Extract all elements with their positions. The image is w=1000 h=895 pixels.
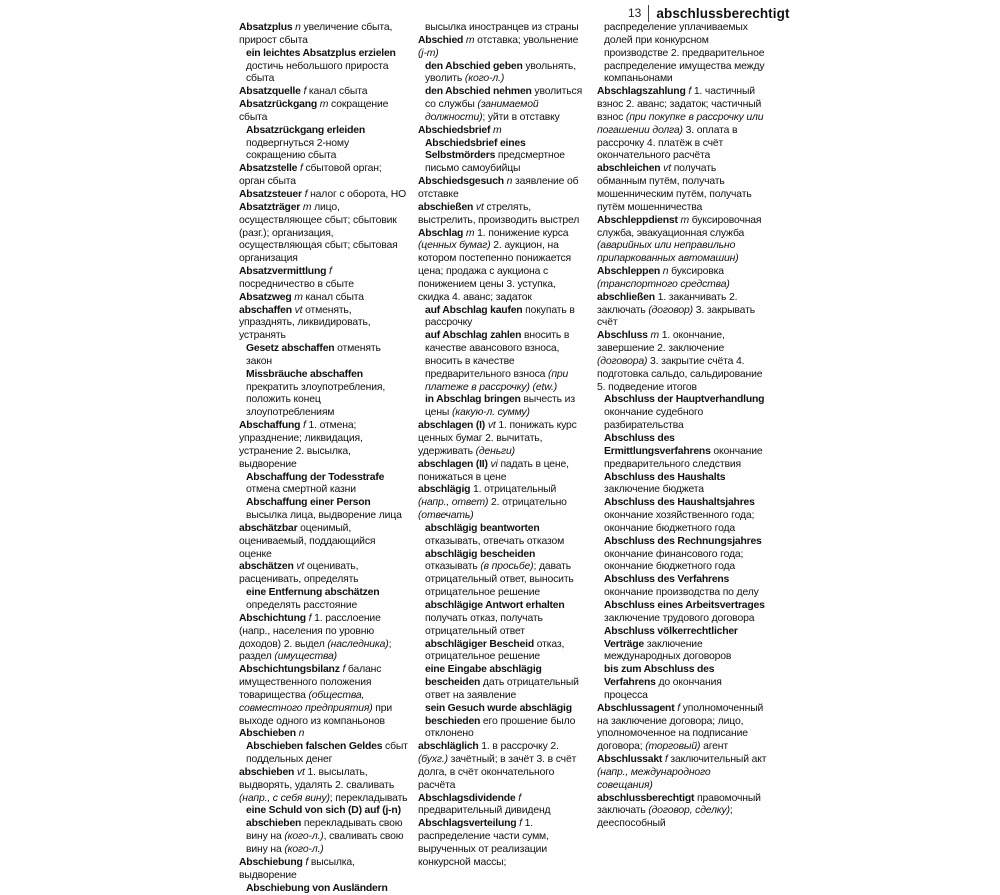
dictionary-entry: [597, 703, 767, 754]
usage-note: (ценных бумаг): [418, 240, 491, 252]
definition: заключительный акт: [667, 754, 767, 766]
definition: 2. аукцион, на котором постепенно понижается цена; продажа с аукциона с понижением цены 3. уступка, скидка 4. аванс; задаток: [418, 240, 572, 303]
dictionary-entry: [239, 728, 409, 741]
usage-note: (наследника): [324, 638, 389, 650]
headword: Abschaffung einer Person: [246, 497, 371, 509]
dictionary-entry: [239, 202, 409, 266]
headword: Abschluss eines Arbeitsvertrages: [604, 599, 765, 611]
definition: 2. отрицательно: [488, 497, 567, 509]
usage-note: (кого-л.): [462, 73, 505, 85]
usage-note: (договор, сделку): [645, 805, 730, 817]
sub-entry: [418, 330, 588, 394]
headword: Abschlagszahlung: [597, 86, 686, 98]
sub-entry: [597, 664, 767, 703]
headword: bis zum Abschluss des Verfahrens: [604, 664, 715, 689]
headword: Missbräuche abschaffen: [246, 368, 363, 380]
dictionary-entry: [239, 22, 409, 48]
dictionary-entry: [239, 561, 409, 587]
grammar-label: f: [662, 754, 668, 766]
headword: Absatzweg: [239, 291, 292, 303]
sub-entry: [597, 394, 767, 433]
dictionary-entry: [418, 420, 588, 459]
definition: предварительный дивиденд: [418, 805, 551, 817]
grammar-label: vt: [473, 201, 484, 213]
grammar-label: f: [685, 86, 692, 98]
definition: заключение трудового договора: [604, 612, 755, 624]
headword: Absatzvermittlung: [239, 266, 327, 278]
grammar-label: f: [300, 86, 307, 98]
dictionary-entry: [418, 125, 588, 138]
usage-note: (напр., ответ): [418, 497, 489, 509]
dictionary-entry: [597, 86, 767, 163]
headword: Abschluss des Rechnungsjahres: [604, 535, 762, 547]
grammar-label: n: [292, 22, 301, 33]
definition: отменять закон: [246, 343, 381, 367]
definition: 3. оплата в рассрочку 4. платёж в счёт окончательного расчёта: [597, 124, 738, 162]
sub-entry: [418, 61, 588, 87]
dictionary-entry: [239, 163, 409, 189]
grammar-label: vt: [291, 304, 303, 316]
definition: зачётный; в зачёт 3. в счёт долга, в счёт окончательного расчёта: [418, 754, 577, 791]
usage-note: (торговый): [642, 741, 701, 753]
headword: abschlägige Antwort erhalten: [425, 599, 565, 611]
headword: Abschaffung der Todesstrafe: [246, 471, 385, 483]
dictionary-entry: [418, 459, 588, 485]
headword: den Abschied nehmen: [425, 86, 532, 98]
sub-entry: [239, 343, 409, 369]
dictionary-entry: [597, 754, 767, 793]
dictionary-entry: [418, 35, 588, 61]
sub-entry: [597, 536, 767, 575]
grammar-label: vt: [294, 766, 305, 778]
grammar-label: f: [305, 612, 312, 624]
sub-entry: [418, 703, 588, 742]
sub-entry: [239, 48, 409, 87]
headword: Abschluss des Verfahrens: [604, 574, 730, 586]
definition: буксировка: [668, 266, 724, 278]
dictionary-entry: [239, 664, 409, 728]
definition: отказывать: [425, 561, 478, 573]
dictionary-entry: [239, 767, 409, 806]
definition: 1. в рассрочку 2.: [478, 741, 559, 753]
definition: получать обманным путём, получать мошенническим путём, получать путём мошенничества: [597, 163, 752, 213]
sub-entry: [239, 805, 409, 856]
definition: вычесть из цены: [425, 394, 575, 419]
sub-entry: [418, 305, 588, 331]
column-1: [239, 22, 409, 895]
sub-entry: [418, 549, 588, 600]
usage-note: (бухг.): [418, 754, 448, 766]
definition: 1. высылать, выдворять, удалять 2. сваливать: [239, 766, 395, 791]
headword: abschlussberechtigt: [597, 792, 695, 804]
definition: 1. отмена; упразднение; ликвидация, устранение 2. высылка, выдворение: [239, 420, 363, 470]
dictionary-entry: [418, 202, 588, 228]
sub-entry: [597, 22, 767, 86]
definition: получать отказ, получать отрицательный ответ: [425, 612, 543, 637]
headword: Abschiebung: [239, 856, 303, 868]
page-number: 13: [628, 6, 642, 20]
definition: правомочный заключать: [597, 792, 761, 817]
dictionary-entry: [418, 818, 588, 869]
headword: eine Eingabe abschlägig bescheiden: [425, 664, 542, 689]
sub-entry: [239, 369, 409, 420]
sub-entry: [239, 472, 409, 498]
headword: abschieben: [239, 766, 295, 778]
definition: до окончания процесса: [604, 677, 722, 701]
dictionary-entry: [597, 793, 767, 832]
definition: стрелять, выстрелить, производить выстрел: [418, 201, 580, 226]
headword: Abschieben: [239, 728, 296, 740]
dictionary-entry: [597, 215, 767, 266]
grammar-label: vt: [485, 420, 496, 432]
dictionary-entry: [239, 99, 409, 125]
definition: достичь небольшого прироста сбыта: [246, 60, 389, 85]
sub-entry: [597, 472, 767, 498]
headword: Absatzrückgang erleiden: [246, 124, 365, 136]
definition: 1. понижать курс ценных бумаг 2. вычитать, удерживать: [418, 420, 577, 457]
headword: Abschluss des Haushaltsjahres: [604, 497, 755, 509]
definition: , сваливать свою вину на: [246, 831, 404, 855]
usage-note: (кого-л.): [281, 844, 324, 855]
usage-note: (транспортного средства): [597, 278, 730, 290]
definition: при выходе одного из компаньонов: [239, 702, 393, 727]
headword: abschlägig beantworten: [425, 522, 540, 534]
dictionary-entry: [418, 741, 588, 792]
definition: уволиться со службы: [425, 86, 583, 111]
grammar-label: vi: [487, 458, 498, 470]
grammar-label: m: [647, 330, 659, 342]
grammar-label: f: [515, 792, 521, 804]
definition: высылка лица, выдворение лица: [246, 510, 402, 522]
grammar-label: vt: [293, 561, 305, 573]
definition: окончание предварительного следствия: [604, 445, 763, 470]
dictionary-entry: [418, 176, 588, 202]
headword: Abschluss des Haushalts: [604, 471, 726, 483]
sub-entry: [418, 600, 588, 639]
definition: перекладывать свою вину на: [246, 818, 403, 843]
definition: отменять, упразднять, ликвидировать, устранять: [239, 304, 371, 342]
headword: abschießen: [418, 201, 474, 213]
dictionary-entry: [239, 266, 409, 292]
sub-entry: [239, 883, 409, 895]
headword: ein leichtes Absatzplus erzielen: [246, 47, 396, 59]
usage-note: (деньги): [472, 445, 515, 457]
headword: abschlägiger Bescheid: [425, 638, 534, 650]
page-header: [628, 2, 790, 24]
grammar-label: n: [503, 176, 513, 188]
definition: канал сбыта: [302, 291, 364, 303]
definition: распределение уплачиваемых долей при конкурсном производстве 2. предварительное распределение имущества между компаньонами: [604, 22, 765, 85]
grammar-label: m: [677, 214, 689, 226]
grammar-label: f: [301, 188, 308, 200]
headword: Abschluss völkerrechtlicher Verträge: [604, 625, 738, 650]
dictionary-entry: [239, 613, 409, 664]
sub-entry: [597, 433, 767, 472]
sub-entry: [418, 664, 588, 703]
definition: увольнять, уволить: [425, 60, 576, 85]
definition: заключение международных договоров: [604, 638, 732, 663]
definition: окончание финансового года; окончание бюджетного года: [604, 548, 744, 573]
headword: Absatzsteuer: [239, 188, 302, 200]
headword: in Abschlag bringen: [425, 394, 521, 406]
grammar-label: m: [463, 34, 475, 46]
usage-note: (какую-л. сумму): [449, 407, 530, 419]
definition: заключение бюджета: [604, 484, 704, 496]
sub-entry: [239, 125, 409, 164]
usage-note: (имущества): [271, 651, 337, 663]
definition: буксировочная служба, эвакуационная служба: [597, 214, 762, 239]
definition: окончание производства по делу: [604, 587, 759, 599]
dictionary-entry: [239, 420, 409, 471]
headword: Abschlussagent: [597, 702, 675, 714]
definition: отказывать, отвечать отказом: [425, 535, 565, 547]
grammar-label: f: [516, 818, 522, 830]
definition: его прошение было отклонено: [425, 715, 576, 740]
column-2: [418, 22, 588, 870]
definition: предсмертное письмо самоубийцы: [425, 150, 565, 175]
definition: прекратить злоупотребления, положить конец злоупотреблениям: [246, 381, 386, 419]
dictionary-entry: [418, 484, 588, 523]
sub-entry: [597, 497, 767, 536]
definition: оценимый, оцениваемый, поддающийся оценке: [239, 522, 376, 560]
definition: оценивать, расценивать, определять: [239, 561, 359, 586]
usage-note: (договор): [645, 304, 693, 316]
headword: Abschluss: [597, 330, 648, 342]
definition: отставка; увольнение: [474, 34, 579, 46]
headword: Abschlag: [418, 227, 464, 239]
definition: 3. закрытие счёта 4. подготовка сальдо, сальдирование 5. подведение итогов: [597, 355, 763, 393]
headword: Gesetz abschaffen: [246, 343, 335, 355]
grammar-label: n: [295, 728, 305, 740]
definition: покупать в рассрочку: [425, 304, 575, 329]
dictionary-entry: [239, 189, 409, 202]
headword: Absatzplus: [239, 22, 293, 33]
definition: ; дееспособный: [597, 805, 733, 830]
definition: сбытовой орган; орган сбыта: [239, 163, 382, 188]
headword: Abschluss des Ermittlungsverfahrens: [604, 433, 711, 457]
headword: abschläglich: [418, 741, 479, 753]
definition: дать отрицательный ответ на заявление: [425, 677, 579, 701]
usage-note: (аварийных или неправильно припаркованных автомашин): [597, 240, 739, 265]
headword: Absatzquelle: [239, 86, 301, 98]
headword: eine Schuld von sich (D) auf (j-n) abschieben: [246, 805, 401, 830]
usage-note: (занимаемой должности): [425, 99, 539, 123]
definition: увеличение сбыта, прирост сбыта: [239, 22, 393, 46]
grammar-label: vt: [660, 163, 671, 175]
sub-entry: [239, 587, 409, 613]
definition: ; перекладывать: [329, 792, 408, 804]
grammar-label: n: [660, 266, 669, 278]
definition: 1. заканчивать 2. заключать: [597, 291, 738, 316]
sub-entry: [597, 574, 767, 600]
headword: Abschiedsbrief eines Selbstmörders: [425, 137, 526, 162]
grammar-label: f: [300, 420, 306, 432]
grammar-label: m: [463, 227, 475, 239]
usage-note: (кого-л.): [281, 831, 324, 843]
sub-entry: [418, 523, 588, 549]
usage-note: (при покупке в рассрочку или погашении долга): [597, 111, 764, 136]
headword: Abschleppdienst: [597, 214, 678, 226]
definition: агент: [700, 741, 728, 753]
grammar-label: m: [317, 99, 329, 111]
headword: abschleichen: [597, 163, 661, 175]
headword: abschlägig: [418, 484, 471, 496]
grammar-label: f: [302, 856, 309, 868]
headword: abschätzen: [239, 561, 294, 573]
definition: подвергнуться 2-ному сокращению сбыта: [246, 137, 350, 162]
headword: Abschlagsverteilung: [418, 818, 517, 830]
definition: сбыт поддельных денег: [246, 741, 408, 766]
usage-note: (при платеже в рассрочку) (etw.): [425, 368, 569, 393]
usage-note: (j-m): [418, 47, 439, 59]
definition: ; раздел: [239, 638, 392, 663]
definition: окончание судебного разбирательства: [604, 407, 704, 432]
definition: отмена смертной казни: [246, 484, 356, 496]
usage-note: (в просьбе): [477, 561, 534, 573]
dictionary-entry: [239, 305, 409, 344]
dictionary-entry: [239, 292, 409, 305]
headword: Absatzrückgang: [239, 99, 318, 111]
sub-entry: [597, 626, 767, 665]
headword: abschlägig bescheiden: [425, 548, 536, 560]
definition: канал сбыта: [306, 86, 368, 98]
headword: abschlagen (II): [418, 458, 488, 470]
headword: abschlagen (I): [418, 420, 486, 432]
headword: Abschaffung: [239, 420, 301, 432]
definition: уполномоченный на заключение договора; лицо, уполномоченное на подписание договора;: [597, 702, 764, 753]
sub-entry: [418, 394, 588, 420]
headword: Abschiedsbrief: [418, 124, 491, 136]
sub-entry: [239, 741, 409, 767]
headword: Abschlagsdividende: [418, 792, 516, 804]
dictionary-entry: [239, 857, 409, 883]
grammar-label: f: [339, 664, 346, 676]
headword: Abschied: [418, 34, 464, 46]
definition: сокращение сбыта: [239, 99, 389, 123]
definition: посредничество в сбыте: [239, 278, 354, 290]
sub-entry: [418, 22, 588, 35]
grammar-label: f: [674, 702, 680, 714]
headword: Abschichtung: [239, 612, 306, 624]
sub-entry: [597, 600, 767, 626]
definition: отказ, отрицательное решение: [425, 638, 565, 663]
definition: лицо, осуществляющее сбыт; сбытовик (разг.); организация, осуществляющая сбыт; сбытовая организация: [239, 201, 398, 265]
dictionary-entry: [597, 330, 767, 394]
definition: вносить в качестве авансового взноса, вносить в качестве предварительного взноса: [425, 330, 570, 380]
usage-note: (договора): [597, 355, 648, 367]
headword: sein Gesuch wurde abschlägig beschieden: [425, 702, 572, 727]
sub-entry: [418, 86, 588, 125]
usage-note: (отвечать): [418, 510, 474, 522]
definition: высылка иностранцев из страны: [425, 22, 579, 33]
headword: Absatzträger: [239, 201, 301, 213]
definition: определять расстояние: [246, 599, 358, 611]
definition: баланс имущественного положения товарищества: [239, 664, 382, 701]
header-divider: [648, 5, 649, 22]
usage-note: (напр., международного совещания): [597, 766, 711, 791]
definition: 1. отрицательный: [470, 484, 557, 496]
definition: 1. распределение части сумм, вырученных от реализации конкурсной массы;: [418, 818, 549, 868]
headword: Abschlussakt: [597, 754, 663, 766]
usage-note: (напр., с себя вину): [239, 792, 330, 804]
definition: 3. закрывать счёт: [597, 304, 755, 329]
definition: 1. расслоение (напр., населения по уровню доходов) 2. выдел: [239, 612, 381, 650]
dictionary-entry: [239, 86, 409, 99]
headword: den Abschied geben: [425, 60, 523, 72]
definition: ; давать отрицательный ответ, выносить отрицательное решение: [425, 561, 574, 599]
headword: abschaffen: [239, 304, 292, 316]
column-3: [597, 22, 767, 831]
guide-word: abschlussberechtigt: [656, 5, 790, 21]
headword: auf Abschlag kaufen: [425, 304, 523, 316]
grammar-label: f: [297, 163, 303, 175]
grammar-label: m: [300, 201, 312, 213]
sub-entry: [418, 138, 588, 177]
headword: abschätzbar: [239, 522, 298, 534]
dictionary-entry: [239, 523, 409, 562]
definition: 1. понижение курса: [474, 227, 569, 239]
grammar-label: f: [326, 266, 332, 278]
dictionary-entry: [418, 793, 588, 819]
dictionary-entry: [418, 228, 588, 305]
headword: Abschluss der Hauptverhandlung: [604, 394, 765, 406]
definition: окончание хозяйственного года; окончание бюджетного года: [604, 510, 755, 534]
definition: заявление об отставке: [418, 176, 579, 200]
headword: Absatzstelle: [239, 163, 298, 175]
usage-note: (общества, совместного предприятия): [239, 689, 373, 714]
headword: Abschieben falschen Geldes: [246, 741, 383, 753]
dictionary-entry: [597, 163, 767, 214]
headword: Abschiebung von Ausländern: [246, 882, 388, 894]
definition: 1. окончание, завершение 2. заключение: [597, 330, 725, 355]
headword: eine Entfernung abschätzen: [246, 587, 380, 599]
definition: падать в цене, понижаться в цене: [418, 458, 569, 483]
sub-entry: [418, 639, 588, 665]
headword: Abschichtungsbilanz: [239, 664, 340, 676]
dictionary-entry: [597, 266, 767, 292]
dictionary-entry: [597, 292, 767, 331]
grammar-label: m: [490, 124, 502, 136]
definition: налог с оборота, НО: [307, 188, 407, 200]
definition: высылка, выдворение: [239, 856, 355, 881]
definition: 1. частичный взнос 2. аванс; задаток; частичный взнос: [597, 86, 762, 123]
grammar-label: m: [291, 291, 303, 303]
sub-entry: [239, 497, 409, 523]
headword: abschließen: [597, 291, 655, 303]
definition: ; уйти в отставку: [482, 111, 560, 123]
headword: auf Abschlag zahlen: [425, 330, 522, 342]
headword: Abschleppen: [597, 266, 661, 278]
headword: Abschiedsgesuch: [418, 176, 504, 188]
